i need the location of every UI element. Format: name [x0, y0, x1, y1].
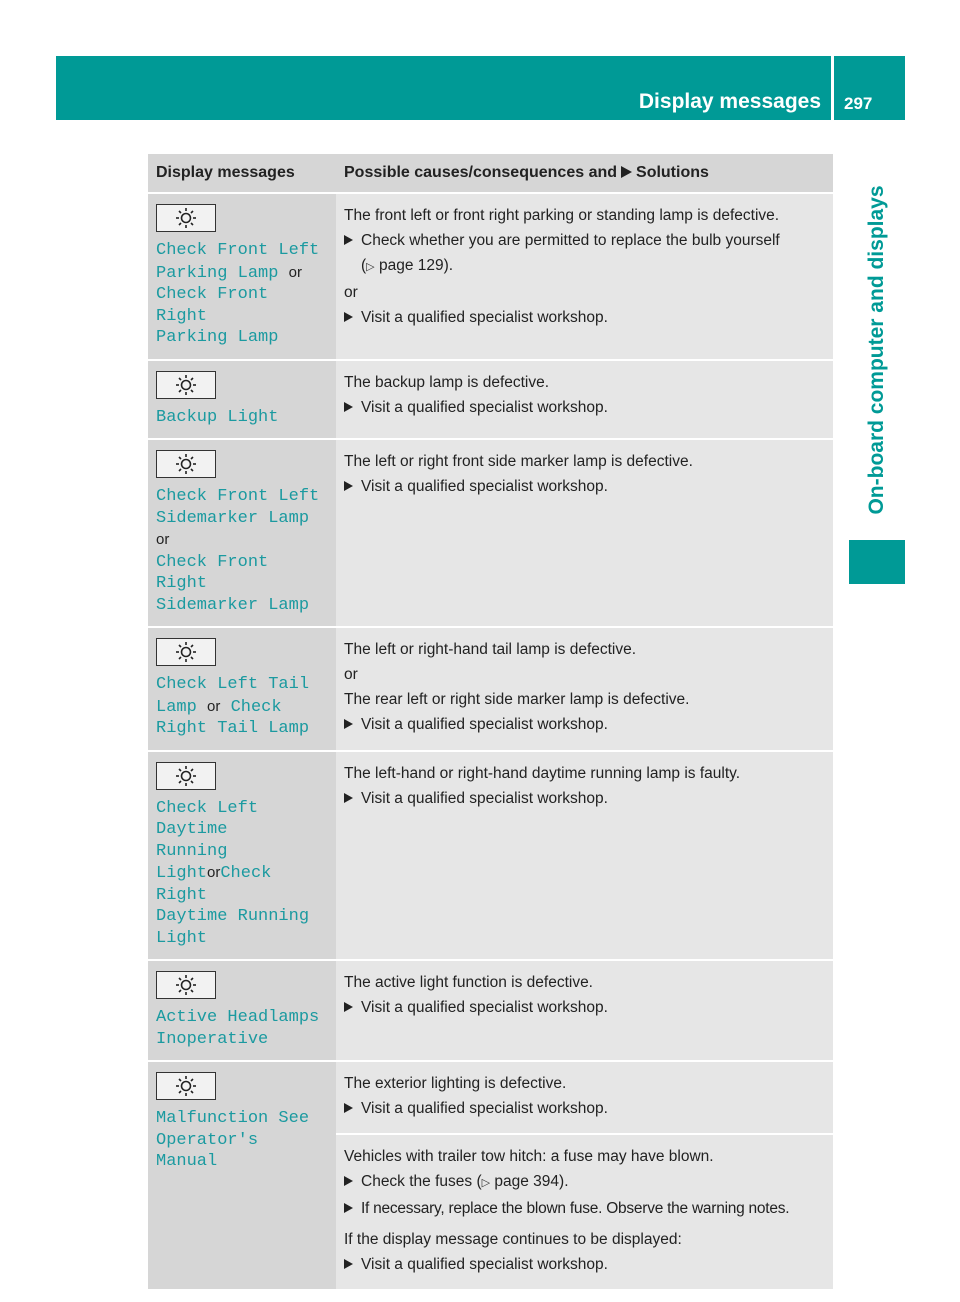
solution-step: Check whether you are permitted to replace the bulb yourself (▷ page 129).: [344, 228, 825, 280]
message-cell: [148, 193, 336, 360]
header-title: Display messages: [638, 90, 821, 113]
header-divider: [831, 56, 834, 120]
cause-text: The left or right front side marker lamp is defective.: [344, 453, 693, 470]
display-messages-table: [148, 154, 833, 1289]
display-message: Check Left Daytime Running LightorCheck Right Daytime Running Light: [156, 798, 310, 948]
arrow-right-icon: [344, 402, 353, 412]
or-text: or: [344, 666, 358, 683]
display-message: Backup Light: [156, 407, 279, 427]
arrow-right-icon: [621, 166, 632, 178]
table-row: [148, 439, 833, 627]
solution-cell: [336, 360, 833, 440]
solution-step: Visit a qualified specialist workshop.: [344, 712, 825, 737]
message-cell: [148, 627, 336, 751]
display-message: Active Headlamps Inoperative: [156, 1008, 320, 1049]
column-header-solutions-label: Solutions: [636, 164, 709, 181]
arrow-right-icon: [344, 719, 353, 729]
arrow-right-icon: [344, 235, 353, 245]
page-number: 297: [844, 94, 873, 113]
arrow-right-icon: [344, 1203, 353, 1213]
cause-text: The exterior lighting is defective.: [344, 1075, 567, 1092]
table-row: [148, 1061, 833, 1134]
lamp-icon: [156, 971, 216, 999]
lamp-icon: [156, 638, 216, 666]
solution-step: Visit a qualified specialist workshop.: [344, 995, 825, 1020]
lamp-icon: [156, 204, 216, 232]
solution-cell: [336, 960, 833, 1061]
arrow-right-icon: [344, 1103, 353, 1113]
column-header-causes: Possible causes/consequences and: [344, 164, 618, 181]
cause-text: The left-hand or right-hand daytime running lamp is faulty.: [344, 764, 741, 782]
table-row: [148, 751, 833, 961]
solution-cell: [336, 627, 833, 751]
solution-step: Visit a qualified specialist workshop.: [344, 474, 825, 499]
table-row: [148, 360, 833, 440]
arrow-right-icon: [344, 1176, 353, 1186]
triangle-right-icon: ▷: [366, 261, 375, 273]
solution-step: Visit a qualified specialist workshop.: [344, 786, 825, 811]
column-header-display-messages: Display messages: [148, 154, 336, 193]
table-header-row: [148, 154, 833, 193]
arrow-right-icon: [344, 1259, 353, 1269]
side-label: On-board computer and displays: [865, 185, 888, 515]
solution-step: Check the fuses (▷ page 394).: [344, 1169, 825, 1196]
cause-text: The backup lamp is defective.: [344, 373, 550, 391]
solution-cell: [336, 751, 833, 961]
lamp-icon: [156, 1072, 216, 1100]
message-cell: [148, 960, 336, 1061]
lamp-icon: [156, 371, 216, 399]
solution-step: Visit a qualified specialist workshop.: [344, 395, 825, 420]
solution-cell: [336, 1061, 833, 1134]
cause-text: The rear left or right side marker lamp is defective.: [344, 691, 690, 708]
triangle-right-icon: ▷: [481, 1177, 491, 1189]
table-row: [148, 193, 833, 360]
display-message: Check Front Left Sidemarker Lamp or Check Front Right Sidemarker Lamp: [156, 487, 320, 615]
message-cell: [148, 1061, 336, 1289]
solution-step: Visit a qualified specialist workshop.: [344, 1252, 825, 1277]
column-header-solutions: [336, 154, 833, 193]
solution-cell: [336, 193, 833, 360]
cause-text: If the display message continues to be displayed:: [344, 1231, 682, 1248]
table-row: [148, 627, 833, 751]
display-message: Malfunction See Operator's Manual: [156, 1109, 310, 1171]
message-cell: [148, 439, 336, 627]
solution-cell: [336, 1134, 833, 1289]
cause-text: The active light function is defective.: [344, 974, 593, 991]
or-text: or: [344, 284, 358, 301]
solution-step: Visit a qualified specialist workshop.: [344, 305, 825, 330]
arrow-right-icon: [344, 793, 353, 803]
lamp-icon: [156, 450, 216, 478]
header-bar: [56, 56, 905, 120]
lamp-icon: [156, 762, 216, 790]
table-row: [148, 960, 833, 1061]
arrow-right-icon: [344, 481, 353, 491]
solution-step: If necessary, replace the blown fuse. Observe the warning notes.: [344, 1196, 825, 1221]
arrow-right-icon: [344, 312, 353, 322]
solution-cell: [336, 439, 833, 627]
cause-text: Vehicles with trailer tow hitch: a fuse may have blown.: [344, 1148, 714, 1165]
solution-step: Visit a qualified specialist workshop.: [344, 1096, 825, 1121]
display-message: Check Left Tail Lamp or Check Right Tail Lamp: [156, 675, 310, 738]
cause-text: The left or right-hand tail lamp is defective.: [344, 641, 637, 658]
cause-text: The front left or front right parking or standing lamp is defective.: [344, 207, 780, 224]
side-tab: [849, 540, 905, 584]
message-cell: [148, 360, 336, 440]
message-cell: [148, 751, 336, 961]
display-message: Check Front Left Parking Lamp or Check Front Right Parking Lamp: [156, 241, 320, 347]
arrow-right-icon: [344, 1002, 353, 1012]
